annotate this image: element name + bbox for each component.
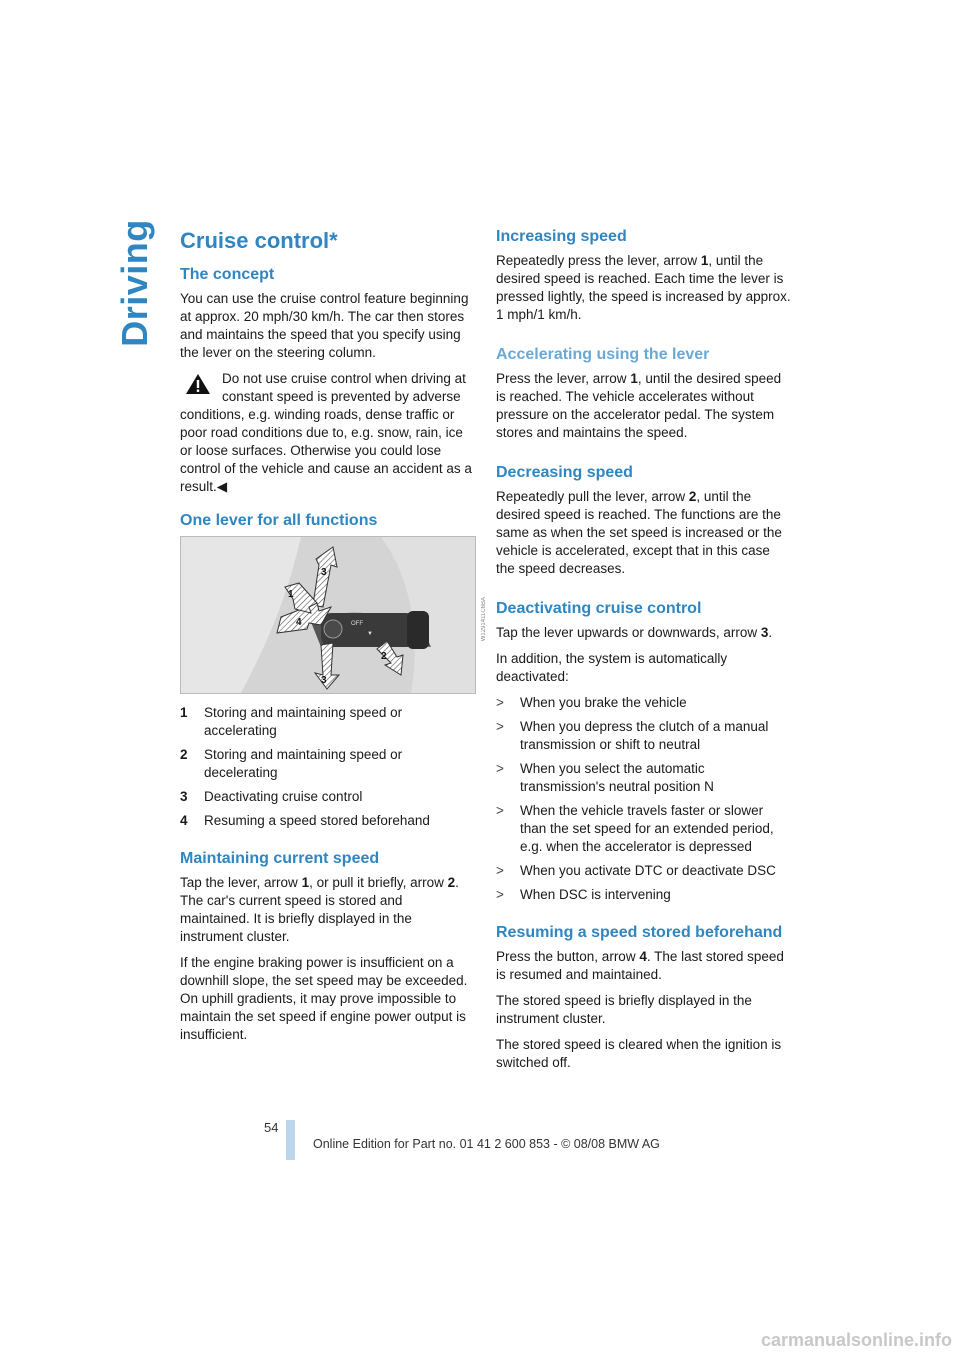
list-item (496, 862, 792, 880)
increasing-text: Repeatedly press the lever, arrow 1, until the desired speed is reached. Each time the lever is pressed lightly, the speed is increased by approx. 1 mph/1 km/h. (496, 253, 791, 322)
list-item (496, 886, 792, 904)
figure-label-4: 4 (296, 617, 302, 628)
section-tab (112, 218, 157, 347)
list-item-text: When you depress the clutch of a manual transmission or shift to neutral (520, 719, 769, 752)
lever-heading: One lever for all functions (180, 512, 378, 529)
footer-bar (286, 1120, 295, 1160)
legend-item (180, 704, 474, 740)
resuming-text-3: The stored speed is cleared when the ignition is switched off. (496, 1037, 782, 1070)
list-item-text: When DSC is intervening (520, 887, 671, 902)
warning-text: Do not use cruise control when driving at constant speed is prevented by adverse conditions, e.g. winding roads, dense traffic or poor road conditions due to, e.g. snow, rain, ice or loose surfaces. Otherwise you could lose control of the vehicle and cause an accident as a result. (180, 371, 472, 494)
bullet-marker: > (496, 695, 504, 710)
list-item-text: When the vehicle travels faster or slower than the set speed for an extended period, e.g. when the accelerator is depressed (520, 803, 774, 854)
edition-note: Online Edition for Part no. 01 41 2 600 853 - © 08/08 BMW AG (313, 1137, 660, 1151)
maintain-paragraph: Tap the lever, arrow 1, or pull it briefly, arrow 2. The car's current speed is stored and maintained. It is briefly displayed in the instrument cluster. (180, 875, 459, 944)
left-column (180, 228, 487, 1052)
legend-text: Storing and maintaining speed or accelerating (204, 705, 403, 738)
bullet-marker: > (496, 863, 504, 878)
warning-end-mark: ◀ (216, 479, 228, 494)
increasing-heading: Increasing speed (496, 228, 627, 245)
concept-text: You can use the cruise control feature beginning at approx. 20 mph/30 km/h. The car then stores and maintains the speed that you specify using the lever on the steering column. (180, 291, 469, 360)
concept-heading: The concept (180, 266, 275, 283)
list-item-text: When you brake the vehicle (520, 695, 687, 710)
legend-text: Storing and maintaining speed or decelerating (204, 747, 403, 780)
legend-number: 3 (180, 789, 188, 804)
maintain-paragraph-2: If the engine braking power is insufficient on a downhill slope, the set speed may be exceeded. On uphill gradients, it may prove impossible to maintain the set speed if engine power output is insufficient. (180, 955, 468, 1042)
section-tab-label: Driving (113, 218, 155, 347)
legend-number: 4 (180, 813, 188, 828)
deactivating-text: Tap the lever upwards or downwards, arrow 3. (496, 625, 773, 640)
list-item (496, 694, 792, 712)
bullet-marker: > (496, 761, 504, 776)
legend-number: 2 (180, 747, 188, 762)
deactivating-text-2: In addition, the system is automatically deactivated: (496, 651, 728, 684)
maintain-heading: Maintaining current speed (180, 850, 380, 867)
figure-code: W1291411C6BA (481, 597, 487, 642)
figure-label-2: 2 (381, 651, 387, 662)
bullet-marker: > (496, 803, 504, 818)
deactivating-heading: Deactivating cruise control (496, 600, 702, 617)
lever-figure (180, 536, 487, 694)
list-item-text: When you activate DTC or deactivate DSC (520, 863, 776, 878)
legend-item (180, 788, 474, 806)
right-column (496, 228, 792, 1080)
figure-label-3-top: 3 (321, 567, 327, 578)
resuming-text-2: The stored speed is briefly displayed in the instrument cluster. (496, 993, 752, 1026)
legend-text: Deactivating cruise control (204, 789, 363, 804)
accelerating-text: Press the lever, arrow 1, until the desired speed is reached. The vehicle accelerates without pressure on the accelerator pedal. The system stores and maintains the speed. (496, 371, 782, 440)
figure-legend (180, 704, 474, 830)
svg-text:OFF: OFF (351, 621, 363, 627)
watermark: carmanualsonline.info (760, 1330, 952, 1350)
list-item (496, 760, 792, 796)
warning-icon (184, 372, 212, 396)
svg-text:▼: ▼ (367, 631, 373, 637)
resuming-heading: Resuming a speed stored beforehand (496, 924, 783, 941)
accelerating-heading: Accelerating using the lever (496, 346, 710, 363)
bullet-marker: > (496, 887, 504, 902)
legend-item (180, 812, 474, 830)
page-number: 54 (264, 1120, 279, 1135)
deactivation-list (496, 694, 792, 904)
list-item (496, 802, 792, 856)
page-title: Cruise control* (180, 228, 338, 253)
legend-number: 1 (180, 705, 188, 720)
decreasing-heading: Decreasing speed (496, 464, 633, 481)
warning-note (180, 370, 474, 496)
bullet-marker: > (496, 719, 504, 734)
decreasing-text: Repeatedly pull the lever, arrow 2, until the desired speed is reached. The functions are the same as when the set speed is increased or the vehicle is accelerated, except that in this case the speed decreases. (496, 489, 782, 576)
resuming-text: Press the button, arrow 4. The last stored speed is resumed and maintained. (496, 949, 784, 982)
figure-label-3-bottom: 3 (321, 675, 327, 686)
list-item (496, 718, 792, 754)
legend-text: Resuming a speed stored beforehand (204, 813, 430, 828)
legend-item (180, 746, 474, 782)
list-item-text: When you select the automatic transmission's neutral position N (520, 761, 714, 794)
figure-label-1: 1 (288, 589, 294, 600)
